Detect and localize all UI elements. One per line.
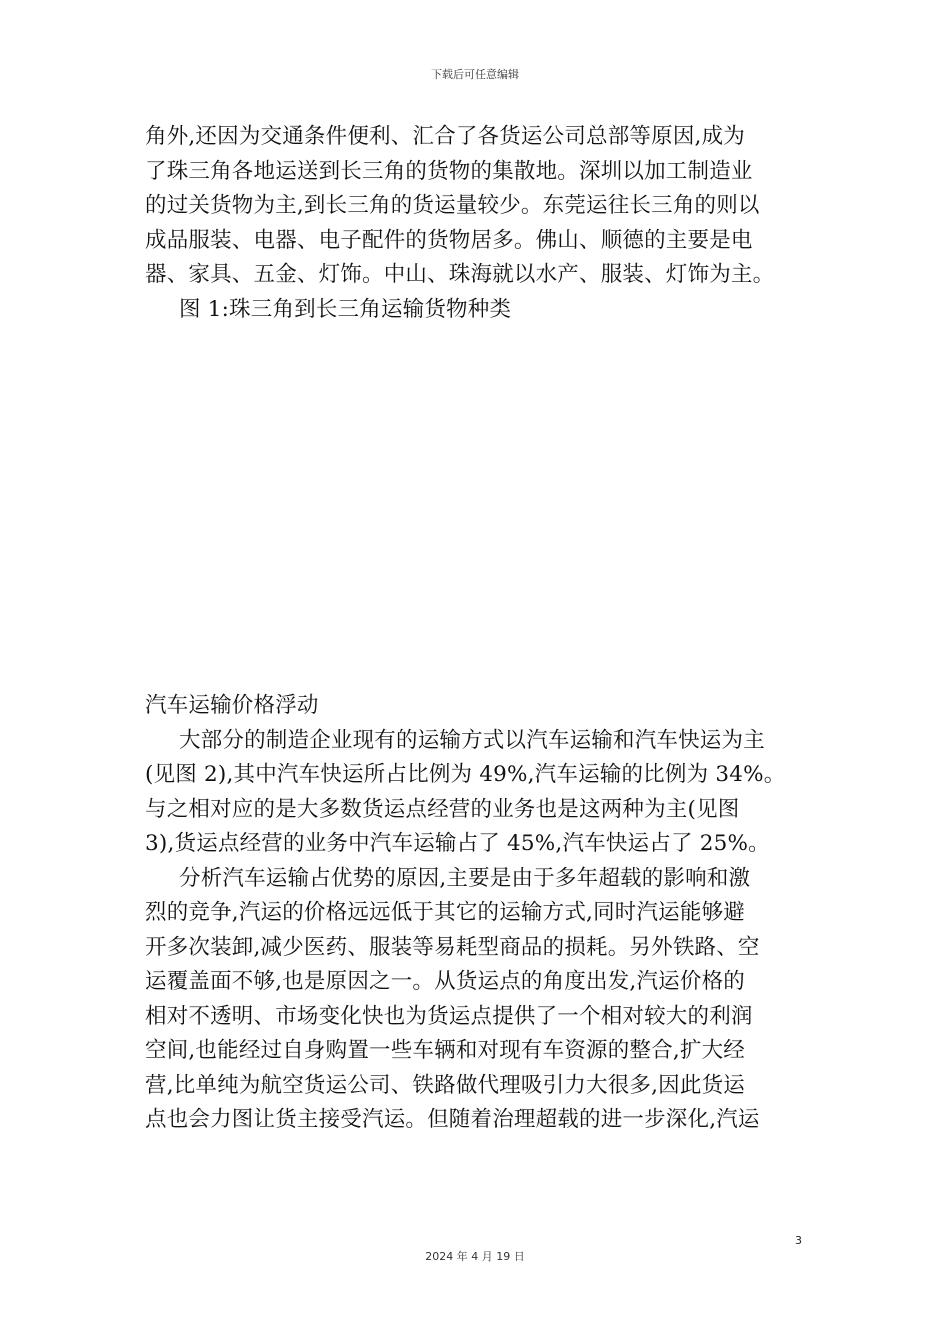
text-line: 运覆盖面不够,也是原因之一。从货运点的角度出发,汽运价格的 [145,969,745,994]
section-block [145,689,815,1138]
text-line: 了珠三角各地运送到长三角的货物的集散地。深圳以加工制造业 [145,158,753,184]
page-number: 3 [795,1234,802,1247]
figure-caption: 图 1:珠三角到长三角运输货物种类 [179,296,512,322]
text-line: 角外,还因为交通条件便利、汇合了各货运公司总部等原因,成为 [145,124,745,149]
text-line: 分析汽车运输占优势的原因,主要是由于多年超载的影响和激 [179,865,751,891]
page-footer-date: 2024 年 4 月 19 日 [425,1250,525,1263]
text-line: 成品服装、电器、电子配件的货物居多。佛山、顺德的主要是电 [145,227,753,253]
section-heading: 汽车运输价格浮动 [145,693,319,718]
figure-placeholder [145,360,815,660]
top-paragraph-block [145,120,815,327]
text-line: (见图 2),其中汽车快运所占比例为 49%,汽车运输的比例为 34%。 [145,762,786,787]
text-line: 3),货运点经营的业务中汽车运输占了 45%,汽车快运占了 25%。 [145,831,770,856]
text-line: 空间,也能经过自身购置一些车辆和对现有车资源的整合,扩大经 [145,1038,745,1063]
text-line: 相对不透明、市场变化快也为货运点提供了一个相对较大的利润 [145,1003,753,1029]
text-line: 营,比单纯为航空货运公司、铁路做代理吸引力大很多,因此货运 [145,1072,745,1098]
text-line: 烈的竞争,汽运的价格远远低于其它的运输方式,同时汽运能够避 [145,900,745,925]
text-line: 与之相对应的是大多数货运点经营的业务也是这两种为主(见图 [145,796,740,822]
text-line: 的过关货物为主,到长三角的货运量较少。东莞运往长三角的则以 [145,193,760,218]
text-line: 点也会力图让货主接受汽运。但随着治理超载的进一步深化,汽运 [145,1107,760,1132]
text-line: 大部分的制造企业现有的运输方式以汽车运输和汽车快运为主 [179,727,765,753]
page-header: 下载后可任意编辑 [431,68,519,81]
text-line: 开多次装卸,减少医药、服装等易耗型商品的损耗。另外铁路、空 [145,934,760,960]
text-line: 器、家具、五金、灯饰。中山、珠海就以水产、服装、灯饰为主。 [145,262,775,287]
